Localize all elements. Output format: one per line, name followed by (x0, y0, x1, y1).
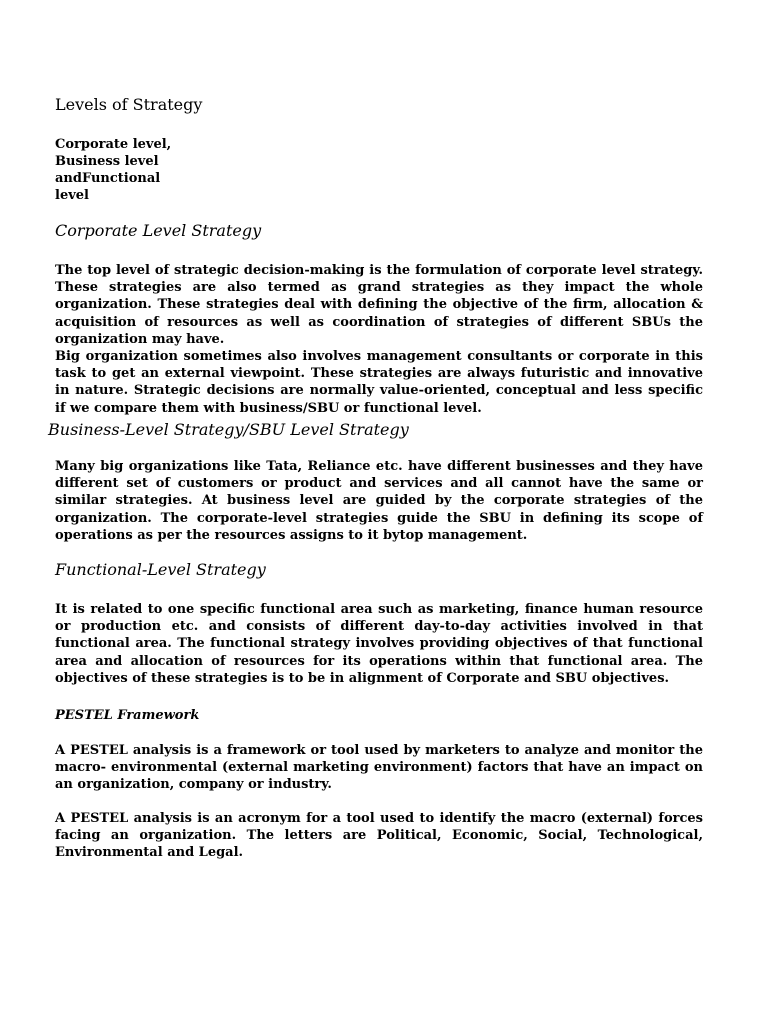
list-item: Business level (55, 154, 159, 169)
page-title: Levels of Strategy (55, 95, 203, 114)
list-item: level (55, 188, 89, 203)
levels-list (55, 136, 255, 204)
list-item: Corporate level, (55, 137, 172, 152)
pestel-paragraph-2: A PESTEL analysis is an acronym for a tool used to identify the macro (external) forces facing an organization. The letters are Political, Economic, Social, Technological, Environmental and Legal. (55, 811, 703, 861)
pestel-paragraph-1: A PESTEL analysis is a framework or tool used by marketers to analyze and monitor the macro- environmental (external marketing environment) factors that have an impact on an organization, company or industry. (55, 743, 703, 793)
list-item: andFunctional (55, 171, 161, 186)
corporate-paragraph-1: The top level of strategic decision-making is the formulation of corporate level strategy. These strategies are also termed as grand strategies as they impact the whole organization. These strategies deal with defining the objective of the firm, allocation & acquisition of resources as well as coordination of strategies of different SBUs the organization may have. (55, 263, 703, 347)
business-heading: Business-Level Strategy/SBU Level Strategy (48, 420, 409, 439)
corporate-paragraph-2: Big organization sometimes also involves management consultants or corporate in this task to get an external viewpoint. These strategies are always futuristic and innovative in nature. Strategic decisions are normally value-oriented, conceptual and less specific if we compare them with business/SBU or functional level. (55, 349, 703, 416)
corporate-heading: Corporate Level Strategy (55, 221, 262, 240)
business-paragraph: Many big organizations like Tata, Reliance etc. have different businesses and they have different set of customers or product and services and all cannot have the same or similar strategies. At business level are guided by the corporate strategies of the organization. The corporate-level strategies guide the SBU in defining its scope of operations as per the resources assigns to it bytop management. (55, 459, 703, 543)
functional-heading: Functional-Level Strategy (55, 560, 266, 579)
pestel-heading: PESTEL Framework (55, 708, 200, 723)
functional-paragraph: It is related to one specific functional area such as marketing, finance human resource or production etc. and consists of different day-to-day activities involved in that functional area. The functional strategy involves providing objectives of that functional area and allocation of resources for its operations within that functional area. The objectives of these strategies is to be in alignment of Corporate and SBU objectives. (55, 602, 703, 686)
